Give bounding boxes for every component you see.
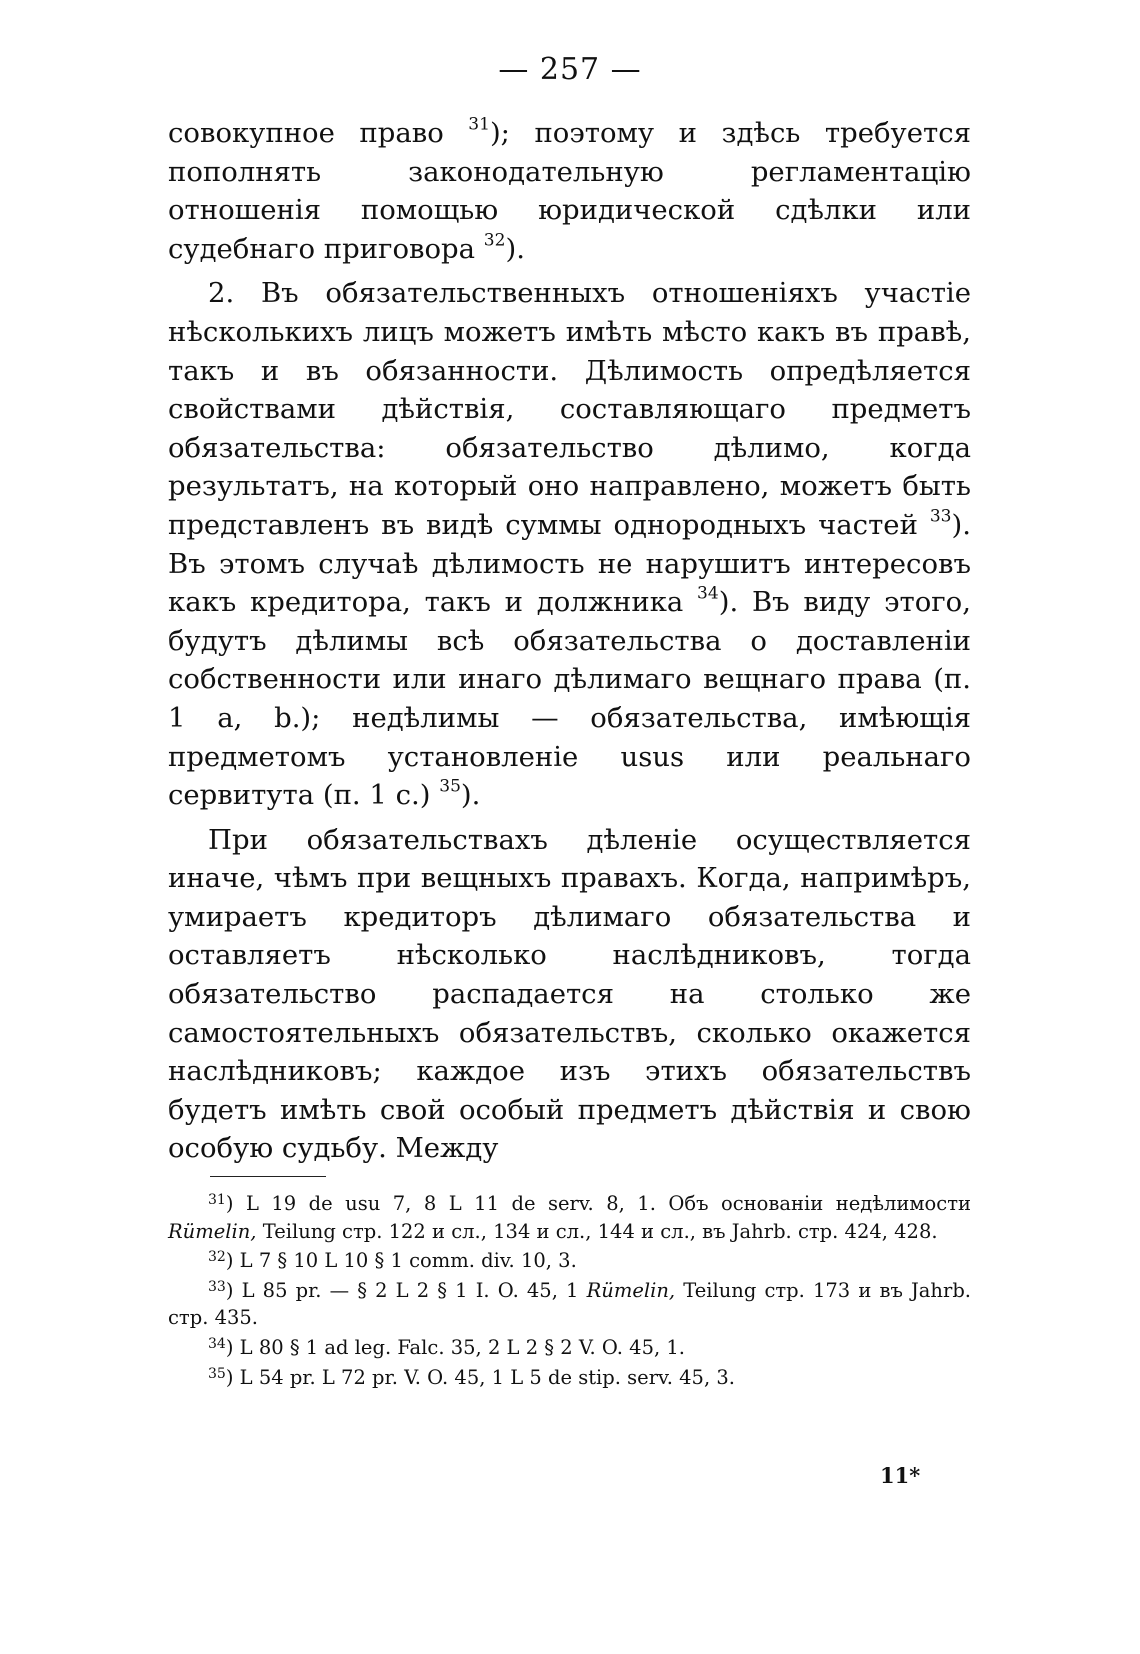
footnote-text: ) L 54 pr. L 72 pr. V. O. 45, 1 L 5 de stip. serv. 45, 3. <box>225 1365 735 1389</box>
footnote-ref-34: 34 <box>697 583 719 604</box>
footnote-number: 31 <box>208 1192 226 1209</box>
paragraph-2-part-1: 2. Въ обязательственныхъ отношеніяхъ участіе нѣсколькихъ лицъ можетъ имѣть мѣсто какъ въ правѣ, такъ и въ обязанности. Дѣлимость опредѣляется свойствами дѣйствія, составляющаго предметъ обязательства: обязательство дѣлимо, когда результатъ, на который оно направлено, можетъ быть представленъ въ видѣ суммы однородныхъ частей <box>168 277 971 541</box>
paragraph-3: При обязательствахъ дѣленіе осуществляется иначе, чѣмъ при вещныхъ правахъ. Когда, напримѣръ, умираетъ кредиторъ дѣлимаго обязательства и оставляетъ нѣсколько наслѣдниковъ, тогда обязательство распадается на столько же самостоятельныхъ обязательствъ, сколько окажется наслѣдниковъ; каждое изъ этихъ обязательствъ будетъ имѣть свой особый предметъ дѣйствія и свою особую судьбу. Между <box>168 823 971 1165</box>
footnote-text: Teilung стр. 122 и сл., 134 и сл., 144 и сл., въ Jahrb. стр. 424, 428. <box>256 1219 938 1243</box>
paragraph-1-part-2: ); поэтому и здѣсь требуется пополнять законодательную регламентацію отношенія помощью юридической сдѣлки или судебнаго приговора <box>168 117 971 265</box>
footnote-31 <box>168 1190 971 1245</box>
paragraph-1-part-1: совокупное право <box>168 117 444 149</box>
footnote-text: ) L 19 de usu 7, 8 L 11 de serv. 8, 1. Объ основаніи недѣлимости <box>225 1192 971 1215</box>
footnote-separator <box>210 1176 326 1177</box>
footnote-text: Teilung стр. 173 и въ Jahrb. стр. 435. <box>168 1278 971 1330</box>
paragraph-2-part-2: ). Въ этомъ случаѣ дѣлимость не нарушитъ интересовъ какъ кредитора, такъ и должника <box>168 508 971 619</box>
footnote-ref-33: 33 <box>929 506 952 527</box>
footnote-author: Rümelin, <box>586 1278 676 1302</box>
footnote-text: ) L 7 § 10 L 10 § 1 comm. div. 10, 3. <box>225 1249 577 1273</box>
paragraph-2-part-3: ). Въ виду этого, будутъ дѣлимы всѣ обязательства о доставленіи собственности или инаго дѣлимаго вещнаго права (п. 1 a, b.); недѣлимы — обязательства, имѣющія предметомъ установленіе usus или реальнаго сервитута (п. 1 c.) <box>168 586 971 812</box>
footnote-ref-35: 35 <box>439 776 461 797</box>
paragraph-1 <box>168 114 971 268</box>
footnote-number: 33 <box>208 1278 226 1295</box>
main-text <box>168 114 971 1168</box>
footnote-34 <box>168 1334 971 1362</box>
footnote-ref-31: 31 <box>468 114 490 135</box>
page-number: — 257 — <box>498 52 642 87</box>
footnote-text: ) L 85 pr. — § 2 L 2 § 1 I. O. 45, 1 <box>225 1278 587 1302</box>
footnote-ref-32: 32 <box>483 230 506 251</box>
footnote-number: 32 <box>208 1249 226 1266</box>
paragraph-2 <box>168 274 971 814</box>
footnote-33 <box>168 1277 971 1332</box>
paragraph-1-part-3: ). <box>505 232 525 265</box>
paragraph-2-part-4: ). <box>460 779 481 812</box>
footnote-author: Rümelin, <box>168 1219 257 1243</box>
footnote-35 <box>168 1364 971 1392</box>
footnotes <box>168 1190 971 1393</box>
footnote-number: 34 <box>208 1336 226 1353</box>
footnote-number: 35 <box>208 1365 226 1382</box>
footnote-32 <box>168 1247 971 1275</box>
sheet-signature: 11* <box>880 1463 921 1488</box>
footnote-text: ) L 80 § 1 ad leg. Falc. 35, 2 L 2 § 2 V. O. 45, 1. <box>225 1335 685 1359</box>
